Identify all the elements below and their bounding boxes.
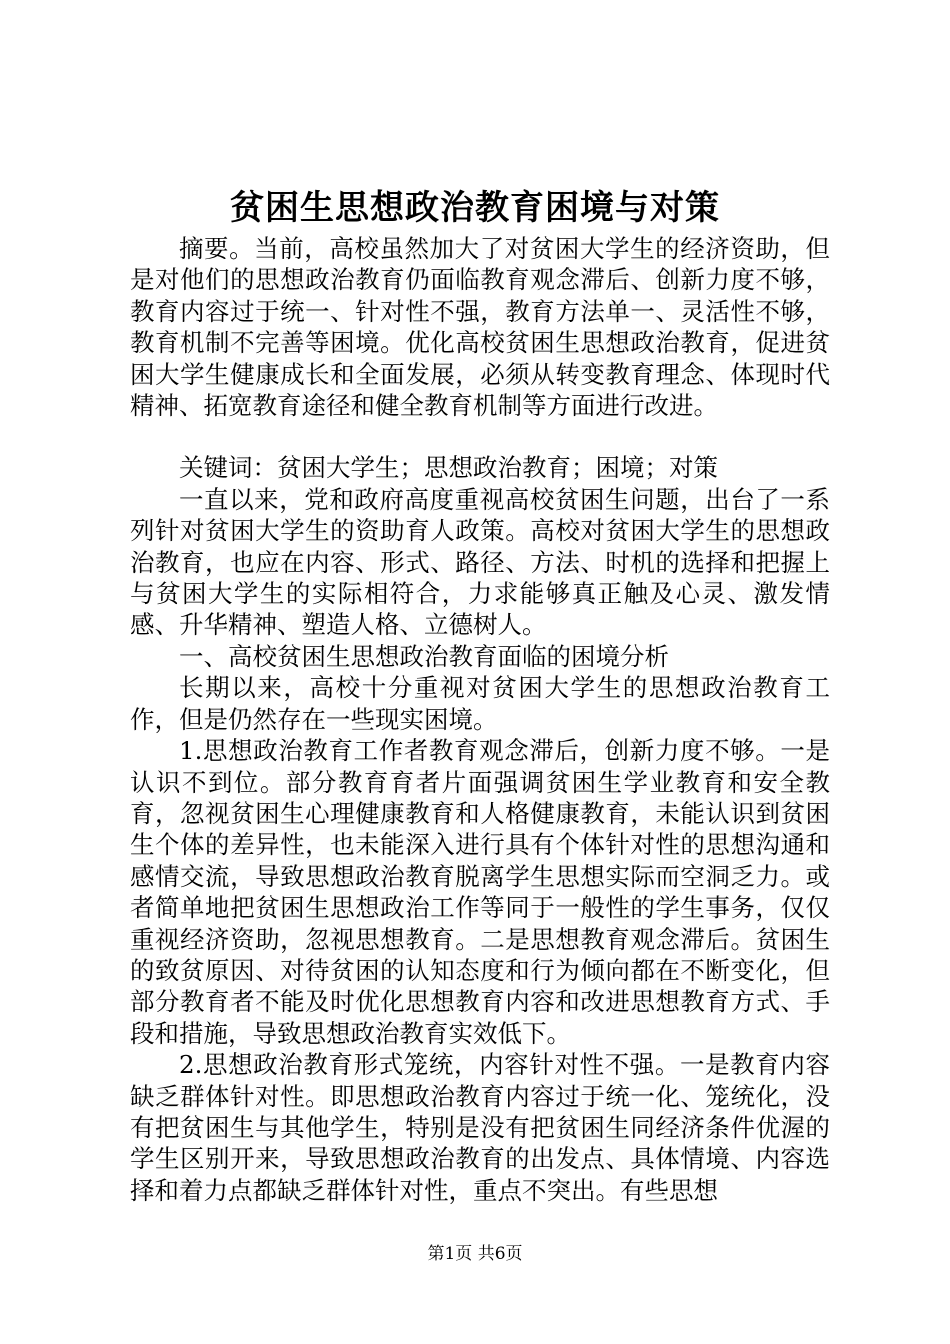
section-intro-paragraph: 长期以来，高校十分重视对贫困大学生的思想政治教育工作，但是仍然存在一些现实困境。	[130, 673, 830, 734]
document-title: 贫困生思想政治教育困境与对策	[230, 188, 720, 228]
point-2-paragraph: 2.思想政治教育形式笼统，内容针对性不强。一是教育内容缺乏群体针对性。即思想政治教育内容过于统一化、笼统化，没有把贫困生与其他学生，特别是没有把贫困生同经济条件优渥的学生区别开来，导致思想政治教育的出发点、具体情境、内容选择和着力点都缺乏群体针对性，重点不突出。有些思想	[130, 1050, 830, 1205]
page-footer: 第1页 共6页	[427, 1244, 523, 1264]
section-heading: 一、高校贫困生思想政治教育面临的困境分析	[179, 641, 669, 671]
keywords-paragraph: 关键词：贫困大学生；思想政治教育；困境；对策	[179, 453, 718, 483]
intro-paragraph: 一直以来，党和政府高度重视高校贫困生问题，出台了一系列针对贫困大学生的资助育人政策。高校对贫困大学生的思想政治教育，也应在内容、形式、路径、方法、时机的选择和把握上与贫困大学生的实际相符合，力求能够真正触及心灵、激发情感、升华精神、塑造人格、立德树人。	[130, 484, 830, 640]
point-1-paragraph: 1.思想政治教育工作者教育观念滞后，创新力度不够。一是认识不到位。部分教育育者片面强调贫困生学业教育和安全教育，忽视贫困生心理健康教育和人格健康教育，未能认识到贫困生个体的差异性，也未能深入进行具有个体针对性的思想沟通和感情交流，导致思想政治教育脱离学生思想实际而空洞乏力。或者简单地把贫困生思想政治工作等同于一般性的学生事务，仅仅重视经济资助，忽视思想教育。二是思想教育观念滞后。贫困生的致贫原因、对待贫困的认知态度和行为倾向都在不断变化，但部分教育者不能及时优化思想教育内容和改进思想教育方式、手段和措施，导致思想政治教育实效低下。	[130, 736, 830, 1048]
document-body	[130, 233, 830, 1206]
abstract-paragraph: 摘要。当前，高校虽然加大了对贫困大学生的经济资助，但是对他们的思想政治教育仍面临教育观念滞后、创新力度不够，教育内容过于统一、针对性不强，教育方法单一、灵活性不够，教育机制不完善等困境。优化高校贫困生思想政治教育，促进贫困大学生健康成长和全面发展，必须从转变教育理念、体现时代精神、拓宽教育途径和健全教育机制等方面进行改进。	[130, 234, 830, 421]
